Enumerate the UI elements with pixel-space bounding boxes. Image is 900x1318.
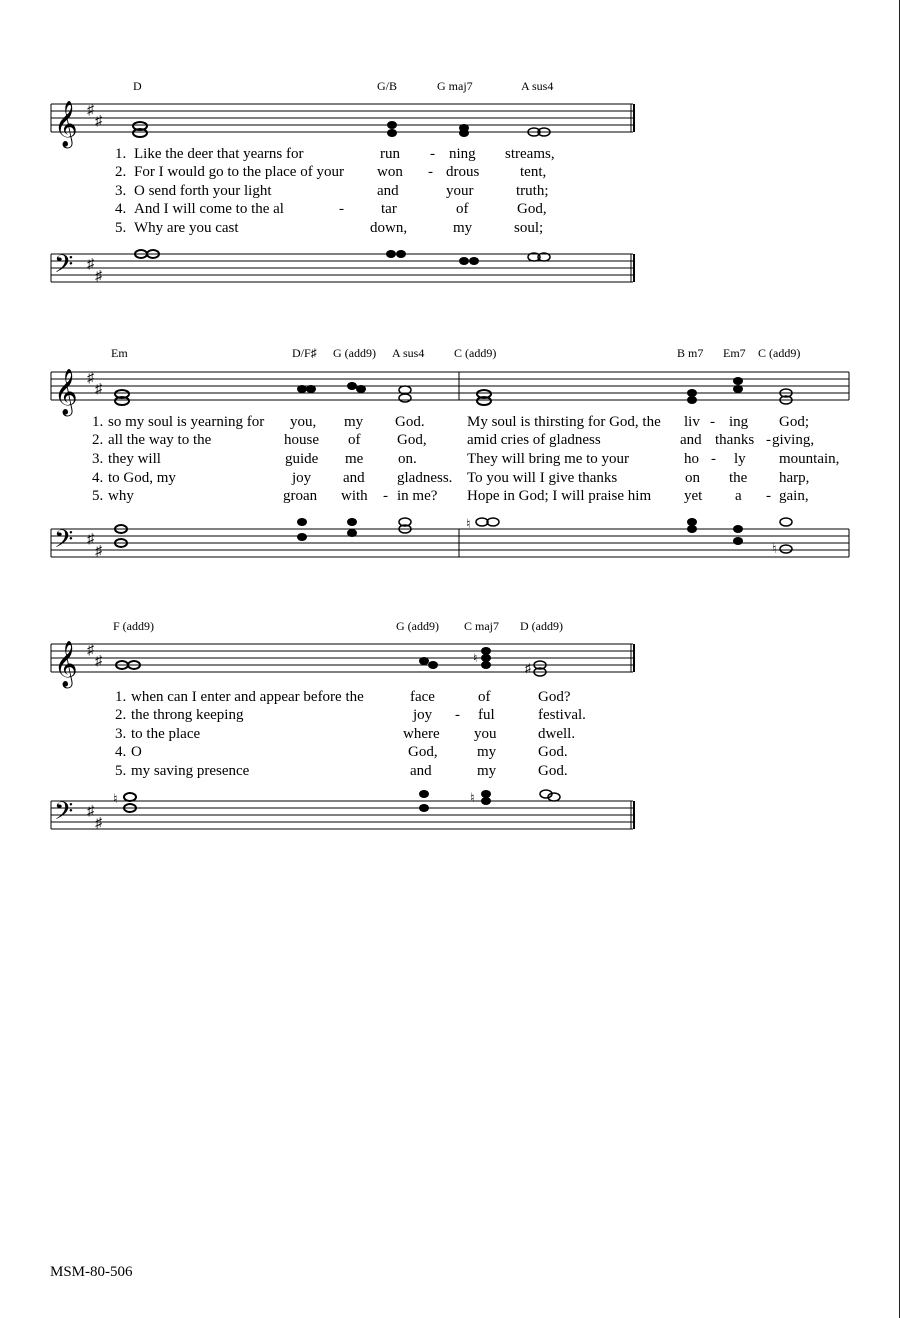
- lyric-syllable: my: [477, 744, 497, 760]
- lyric-syllable: when can I enter and appear before the: [131, 689, 364, 705]
- lyric-syllable: God.: [395, 414, 425, 430]
- lyric-syllable: giving,: [772, 432, 815, 448]
- chord-symbol: G (add9): [333, 346, 376, 360]
- lyric-syllable: down,: [370, 220, 408, 236]
- verse-number: 5.: [115, 763, 127, 779]
- lyric-syllable: of: [478, 689, 491, 705]
- lyric-syllable: and: [343, 470, 365, 486]
- chord-symbol: B m7: [677, 346, 704, 360]
- lyric-syllable: where: [403, 726, 440, 742]
- verse-number: 1.: [92, 414, 104, 430]
- lyric-syllable: tent,: [520, 164, 547, 180]
- chord-symbol: Em: [111, 346, 128, 360]
- lyric-syllable: ing: [729, 414, 749, 430]
- lyric-syllable: They will bring me to your: [467, 451, 630, 467]
- lyric-hyphen: -: [455, 707, 460, 723]
- lyric-syllable: Hope in God; I will praise him: [467, 488, 652, 504]
- catalog-number: MSM-80-506: [50, 1264, 133, 1280]
- key-signature-sharp: ♯: [95, 114, 102, 129]
- lyric-syllable: streams,: [505, 146, 555, 162]
- lyric-syllable: my saving presence: [131, 763, 250, 779]
- treble-clef: 𝄞: [54, 101, 78, 147]
- lyric-syllable: to God, my: [108, 470, 176, 486]
- verse-number: 1.: [115, 146, 127, 162]
- treble-clef: 𝄞: [54, 641, 78, 687]
- lyric-syllable: house: [284, 432, 319, 448]
- lyric-syllable: harp,: [779, 470, 810, 486]
- lyric-syllable: ly: [734, 451, 746, 467]
- lyric-syllable: God.: [538, 744, 568, 760]
- lyric-syllable: joy: [292, 470, 312, 486]
- sharp-accidental: ♯: [525, 661, 531, 675]
- lyric-syllable: your: [446, 183, 474, 199]
- lyric-hyphen: -: [766, 432, 771, 448]
- lyric-syllable: joy: [413, 707, 433, 723]
- lyric-syllable: God;: [779, 414, 809, 430]
- lyric-syllable: O: [131, 744, 142, 760]
- key-signature-sharp: ♯: [87, 643, 94, 658]
- key-signature-sharp: ♯: [87, 257, 94, 272]
- chord-symbol: G (add9): [396, 619, 439, 633]
- key-signature-sharp: ♯: [87, 103, 94, 118]
- key-signature-sharp: ♯: [87, 532, 94, 547]
- lyric-syllable: truth;: [516, 183, 549, 199]
- lyric-syllable: God,: [517, 201, 547, 217]
- lyric-syllable: gain,: [779, 488, 809, 504]
- lyric-syllable: God?: [538, 689, 571, 705]
- lyric-hyphen: -: [383, 488, 388, 504]
- key-signature-sharp: ♯: [87, 804, 94, 819]
- natural-accidental: ♮: [113, 791, 118, 806]
- verse-number: 3.: [115, 183, 127, 199]
- lyric-syllable: tar: [381, 201, 397, 217]
- lyric-syllable: you: [474, 726, 497, 742]
- lyric-syllable: thanks: [715, 432, 755, 448]
- lyric-syllable: in me?: [397, 488, 438, 504]
- lyric-syllable: ful: [478, 707, 495, 723]
- key-signature-sharp: ♯: [95, 544, 102, 559]
- bass-clef: 𝄢: [54, 525, 74, 560]
- lyric-hyphen: -: [428, 164, 433, 180]
- verse-number: 5.: [115, 220, 127, 236]
- verse-number: 3.: [115, 726, 127, 742]
- lyric-syllable: O send forth your light: [134, 183, 272, 199]
- lyric-syllable: run: [380, 146, 400, 162]
- lyric-syllable: My soul is thirsting for God, the: [467, 414, 661, 430]
- lyric-syllable: my: [453, 220, 473, 236]
- lyric-syllable: all the way to the: [108, 432, 212, 448]
- lyric-syllable: God,: [397, 432, 427, 448]
- chord-symbol: C maj7: [464, 619, 499, 633]
- key-signature-sharp: ♯: [95, 816, 102, 831]
- lyric-syllable: and: [680, 432, 702, 448]
- lyric-syllable: me: [345, 451, 364, 467]
- chord-symbol: A sus4: [392, 346, 425, 360]
- lyric-syllable: my: [344, 414, 364, 430]
- treble-clef: 𝄞: [54, 369, 78, 415]
- lyric-syllable: Why are you cast: [134, 220, 239, 236]
- chord-symbol: D (add9): [520, 619, 563, 633]
- bass-clef: 𝄢: [54, 250, 74, 285]
- lyric-syllable: and: [410, 763, 432, 779]
- lyric-syllable: so my soul is yearning for: [108, 414, 265, 430]
- lyric-syllable: you,: [290, 414, 317, 430]
- natural-accidental: ♮: [772, 541, 777, 556]
- lyric-syllable: drous: [446, 164, 480, 180]
- lyric-syllable: amid cries of gladness: [467, 432, 601, 448]
- key-signature-sharp: ♯: [87, 371, 94, 386]
- chord-symbol: G/B: [377, 79, 398, 93]
- chord-symbol: D: [133, 79, 142, 93]
- lyric-hyphen: -: [339, 201, 344, 217]
- natural-accidental: ♮: [470, 790, 475, 805]
- lyric-syllable: won: [377, 164, 403, 180]
- lyric-syllable: the throng keeping: [131, 707, 244, 723]
- lyric-syllable: God.: [538, 763, 568, 779]
- lyric-syllable: liv: [684, 414, 700, 430]
- chord-symbol: D/F♯: [292, 346, 317, 360]
- verse-number: 1.: [115, 689, 127, 705]
- lyric-syllable: of: [348, 432, 361, 448]
- lyric-syllable: For I would go to the place of your: [134, 164, 344, 180]
- lyric-syllable: of: [456, 201, 469, 217]
- lyric-syllable: Like the deer that yearns for: [134, 146, 304, 162]
- natural-accidental: ♮: [466, 516, 471, 531]
- bass-clef: 𝄢: [54, 797, 74, 832]
- lyric-syllable: with: [341, 488, 368, 504]
- verse-number: 2.: [92, 432, 104, 448]
- lyric-syllable: festival.: [538, 707, 586, 723]
- lyric-syllable: and: [377, 183, 399, 199]
- verse-number: 4.: [92, 470, 104, 486]
- lyric-hyphen: -: [766, 488, 771, 504]
- lyric-syllable: a: [735, 488, 742, 504]
- chord-symbol: F (add9): [113, 619, 154, 633]
- verse-number: 3.: [92, 451, 104, 467]
- chord-symbol: C (add9): [454, 346, 497, 360]
- verse-number: 5.: [92, 488, 104, 504]
- lyric-syllable: to the place: [131, 726, 201, 742]
- lyric-syllable: my: [477, 763, 497, 779]
- lyric-syllable: groan: [283, 488, 318, 504]
- lyric-syllable: the: [729, 470, 748, 486]
- verse-number: 4.: [115, 201, 127, 217]
- natural-accidental: ♮: [473, 651, 478, 665]
- lyric-syllable: soul;: [514, 220, 544, 236]
- lyric-hyphen: -: [711, 451, 716, 467]
- key-signature-sharp: ♯: [95, 269, 102, 284]
- lyric-syllable: God,: [408, 744, 438, 760]
- lyric-syllable: And I will come to the al: [134, 201, 284, 217]
- lyric-syllable: why: [108, 488, 134, 504]
- lyric-syllable: they will: [108, 451, 161, 467]
- lyric-syllable: ning: [449, 146, 476, 162]
- key-signature-sharp: ♯: [95, 382, 102, 397]
- chord-symbol: G maj7: [437, 79, 473, 93]
- lyric-syllable: on.: [398, 451, 417, 467]
- lyric-hyphen: -: [430, 146, 435, 162]
- key-signature-sharp: ♯: [95, 654, 102, 669]
- verse-number: 2.: [115, 164, 127, 180]
- lyric-syllable: guide: [285, 451, 319, 467]
- lyric-syllable: To you will I give thanks: [467, 470, 618, 486]
- lyric-syllable: mountain,: [779, 451, 840, 467]
- chord-symbol: A sus4: [521, 79, 554, 93]
- lyric-syllable: ho: [684, 451, 699, 467]
- lyric-syllable: gladness.: [397, 470, 453, 486]
- lyric-syllable: on: [685, 470, 700, 486]
- lyric-hyphen: -: [710, 414, 715, 430]
- verse-number: 4.: [115, 744, 127, 760]
- lyric-syllable: face: [410, 689, 435, 705]
- chord-symbol: Em7: [723, 346, 746, 360]
- verse-number: 2.: [115, 707, 127, 723]
- chord-symbol: C (add9): [758, 346, 801, 360]
- lyric-syllable: yet: [684, 488, 703, 504]
- lyric-syllable: dwell.: [538, 726, 576, 742]
